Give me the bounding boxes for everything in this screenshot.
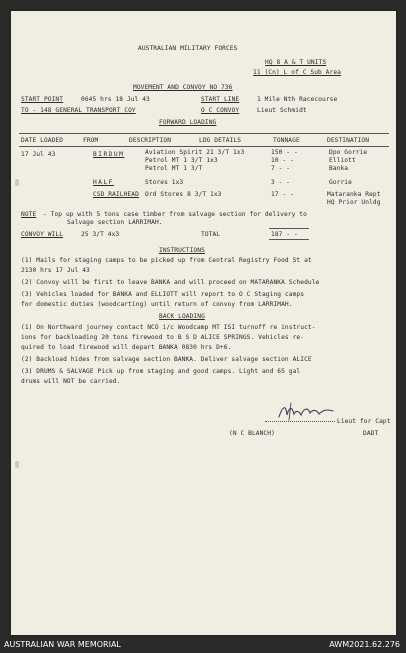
handwritten-signature xyxy=(277,401,337,423)
col-date: DATE LOADED xyxy=(21,137,64,144)
org-heading: AUSTRALIAN MILITARY FORCES xyxy=(138,45,238,52)
instructions-title: INSTRUCTIONS xyxy=(159,247,205,254)
date-loaded: 17 Jul 43 xyxy=(21,151,56,158)
signatory-appointment: DADT xyxy=(363,430,379,437)
punch-hole xyxy=(15,179,19,186)
row-desc: Petrol MT 1 3/T xyxy=(145,165,203,172)
row-dest: Mataranka Rept xyxy=(327,191,381,198)
row-from: HALF xyxy=(93,179,114,186)
col-from: FROM xyxy=(83,137,99,144)
row-desc: Aviation Spirit 21 3/T 1x3 xyxy=(145,149,245,156)
back-loading-line: quired to load firewood will depart BANKA 0830 hrs D+6. xyxy=(21,344,232,351)
back-loading-line: (2) Backload hides from salvage section BANKA. Deliver salvage section ALICE xyxy=(21,356,312,363)
row-dest: Elliott xyxy=(329,157,356,164)
total-label: TOTAL xyxy=(201,231,221,238)
back-loading-line: (1) On Northward journey contact NCO i/c Woodcamp MT ISI turnoff re instruct- xyxy=(21,324,316,331)
total-bottom-rule xyxy=(269,239,309,240)
oc-convoy-value: Lieut Schmidt xyxy=(257,107,307,114)
note-line: Salvage section LARRIMAH. xyxy=(67,219,163,226)
convoy-label: CONVOY WILL xyxy=(21,231,64,238)
start-point-value: 0645 hrs 18 Jul 43 xyxy=(81,96,150,103)
row-tonnage: 17 - - xyxy=(271,191,294,198)
back-loading-line: drums will NOT be carried. xyxy=(21,378,121,385)
start-point-label: START POINT xyxy=(21,96,64,103)
punch-hole xyxy=(15,461,19,468)
archive-credit: AUSTRALIAN WAR MEMORIAL xyxy=(4,640,121,649)
back-loading-title: BACK LOADING xyxy=(159,313,205,320)
start-line-value: 1 Mile Nth Racecourse xyxy=(257,96,338,103)
instruction-line: for domestic duties (woodcarting) until return of convoy from LARRIMAH. xyxy=(21,301,293,308)
back-loading-line: ions for backloading 20 tons firewood to B S D ALICE SPRINGS. Vehicles re- xyxy=(21,334,305,341)
table-top-rule xyxy=(19,133,389,134)
note-line: - Top up with 5 tons case timber from salvage section for delivery to xyxy=(43,211,307,218)
col-description: DESCRIPTION xyxy=(129,137,172,144)
col-destination: DESTINATION xyxy=(327,137,370,144)
row-tonnage: 7 - - xyxy=(271,165,291,172)
instruction-line: (1) Mails for staging camps to be picked up from Central Registry Food St at xyxy=(21,257,312,264)
forward-loading-title: FORWARD LOADING xyxy=(159,119,217,126)
row-desc: Petrol MT 1 3/T 1x3 xyxy=(145,157,218,164)
document-page xyxy=(11,11,396,635)
row-from: CSD RAILHEAD xyxy=(93,191,139,198)
row-dest: Gorrie xyxy=(329,179,352,186)
signature-rank: Lieut for Capt xyxy=(337,418,391,425)
signature-line xyxy=(265,421,335,422)
convoy-value: 25 3/T 4x3 xyxy=(81,231,120,238)
col-ldg-details: LDG DETAILS xyxy=(199,137,242,144)
row-dest: Banka xyxy=(329,165,349,172)
col-tonnage: TONNAGE xyxy=(273,137,300,144)
order-title: MOVEMENT AND CONVOY NO 736 xyxy=(133,84,233,91)
total-value: 187 - - xyxy=(271,231,298,238)
row-desc: Ord Stores 8 3/T 1x3 xyxy=(145,191,222,198)
instruction-line: 2130 hrs 17 Jul 43 xyxy=(21,267,90,274)
hq-line-2: 11 (Cn) L of C Sub Area xyxy=(253,69,341,76)
row-from: BIRDUM xyxy=(93,151,125,158)
row-dest: Dpo Gorrie xyxy=(329,149,368,156)
total-top-rule xyxy=(269,228,309,229)
row-dest: HQ Prior Unldg xyxy=(327,199,381,206)
catalogue-number: AWM2021.62.276 xyxy=(329,640,400,649)
back-loading-line: (3) DRUMS & SALVAGE Pick up from staging and good camps. Light and 65 gal xyxy=(21,368,301,375)
signatory-name: (N C BLANCH) xyxy=(229,430,275,437)
row-tonnage: 150 - - xyxy=(271,149,298,156)
row-tonnage: 10 - - xyxy=(271,157,294,164)
hq-line-1: HQ 8 A & T UNITS xyxy=(265,59,327,66)
start-line-label: START LINE xyxy=(201,96,240,103)
instruction-line: (3) Vehicles loaded for BANKA and ELLIOTT will report to O C Staging camps xyxy=(21,291,305,298)
instruction-line: (2) Convoy will be first to leave BANKA and will proceed on MATARANKA Schedule xyxy=(21,279,320,286)
table-header-rule xyxy=(19,146,389,147)
to-unit: TO - 148 GENERAL TRANSPORT COY xyxy=(21,107,136,114)
row-desc: Stores 1x3 xyxy=(145,179,184,186)
oc-convoy-label: O C CONVOY xyxy=(201,107,240,114)
note-label: NOTE xyxy=(21,211,37,218)
row-tonnage: 3 - - xyxy=(271,179,291,186)
